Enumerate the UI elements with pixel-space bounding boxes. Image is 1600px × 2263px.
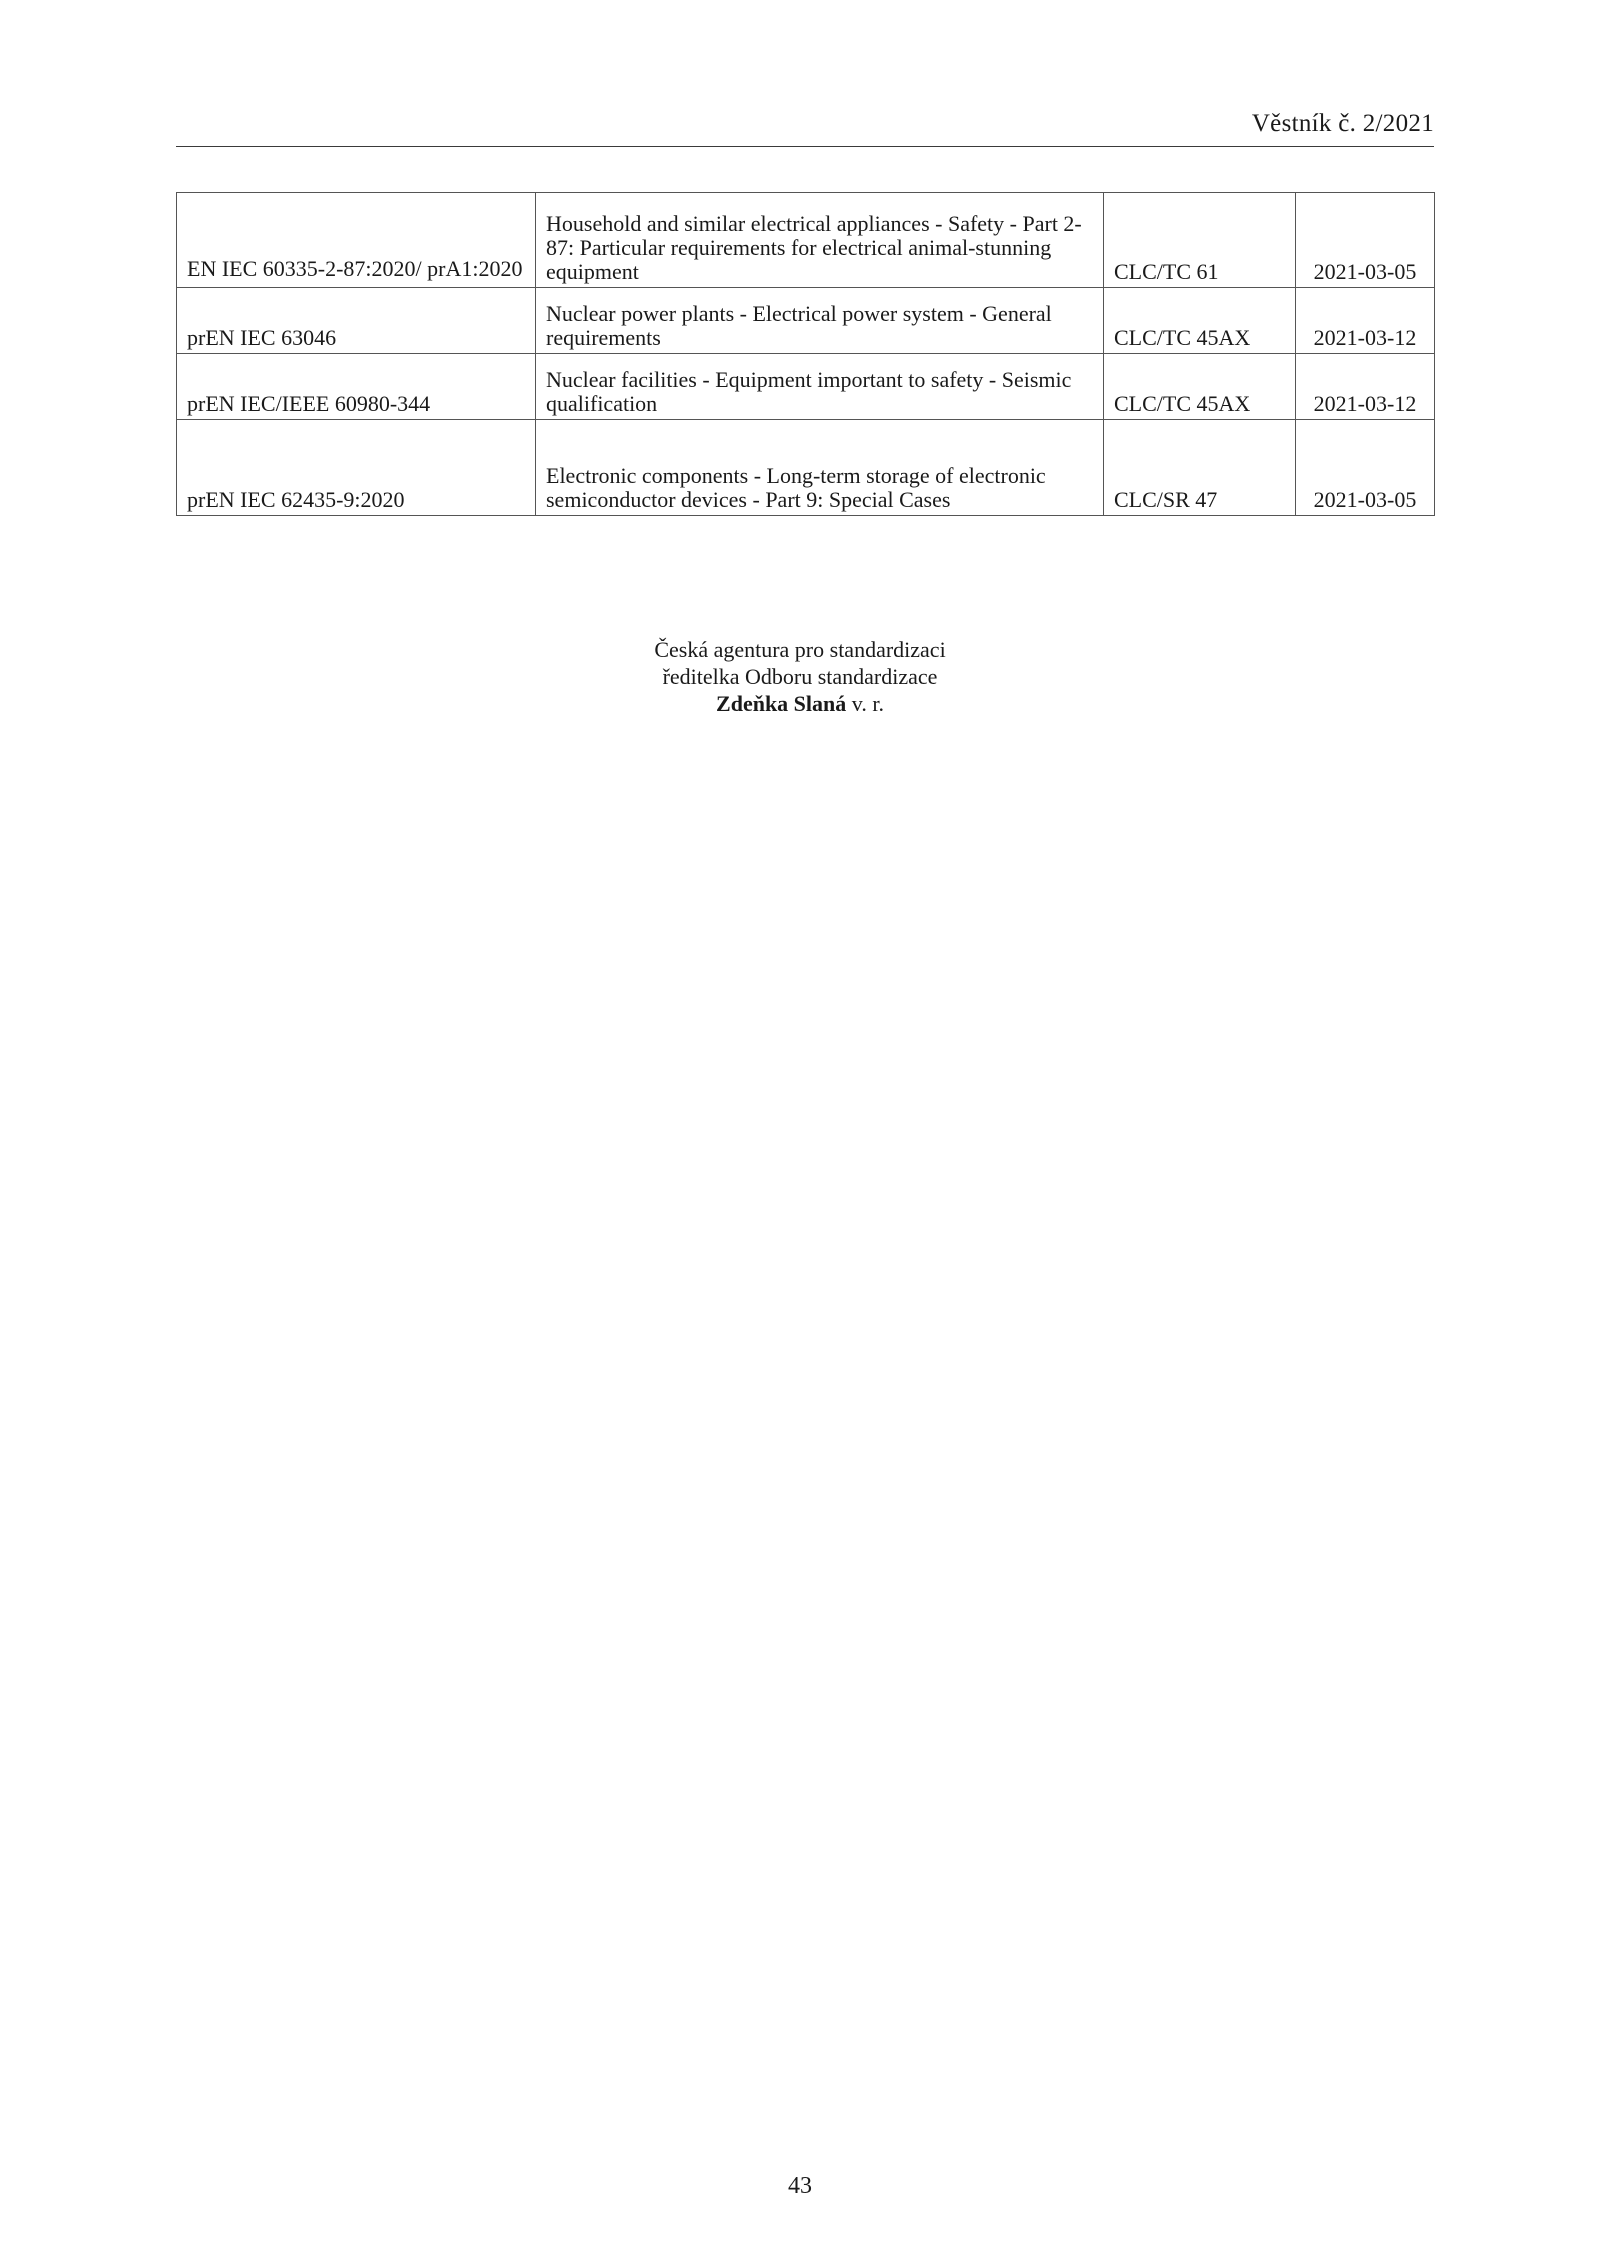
standard-code: prEN IEC 63046 [177, 288, 536, 354]
page-header [176, 108, 1434, 147]
standard-title: Household and similar electrical appliances - Safety - Part 2-87: Particular requirements for electrical animal-stunning equipment [536, 193, 1104, 288]
signature-organization: Česká agentura pro standardizaci [654, 637, 946, 662]
signature-name: Zdeňka Slaná [716, 691, 847, 716]
bulletin-title: Věstník č. 2/2021 [1251, 110, 1434, 137]
table-row [177, 288, 1435, 354]
deadline-date: 2021-03-05 [1296, 193, 1435, 288]
signature-block [0, 636, 1600, 717]
standard-code: prEN IEC/IEEE 60980-344 [177, 354, 536, 420]
deadline-date: 2021-03-12 [1296, 354, 1435, 420]
deadline-date: 2021-03-12 [1296, 288, 1435, 354]
standard-title: Nuclear power plants - Electrical power system - General requirements [536, 288, 1104, 354]
technical-committee: CLC/TC 61 [1104, 193, 1296, 288]
table-row [177, 193, 1435, 288]
technical-committee: CLC/SR 47 [1104, 420, 1296, 516]
page-number: 43 [788, 2173, 812, 2199]
signature-role: ředitelka Odboru standardizace [662, 664, 938, 689]
signature-suffix: v. r. [846, 691, 884, 716]
technical-committee: CLC/TC 45AX [1104, 288, 1296, 354]
table-row [177, 354, 1435, 420]
standard-title: Electronic components - Long-term storage of electronic semiconductor devices - Part 9: Special Cases [536, 420, 1104, 516]
standard-title: Nuclear facilities - Equipment important to safety - Seismic qualification [536, 354, 1104, 420]
technical-committee: CLC/TC 45AX [1104, 354, 1296, 420]
standard-code: EN IEC 60335-2-87:2020/ prA1:2020 [177, 193, 536, 288]
standards-table [176, 192, 1435, 516]
table-row [177, 420, 1435, 516]
deadline-date: 2021-03-05 [1296, 420, 1435, 516]
standard-code: prEN IEC 62435-9:2020 [177, 420, 536, 516]
signature-line [0, 690, 1600, 717]
